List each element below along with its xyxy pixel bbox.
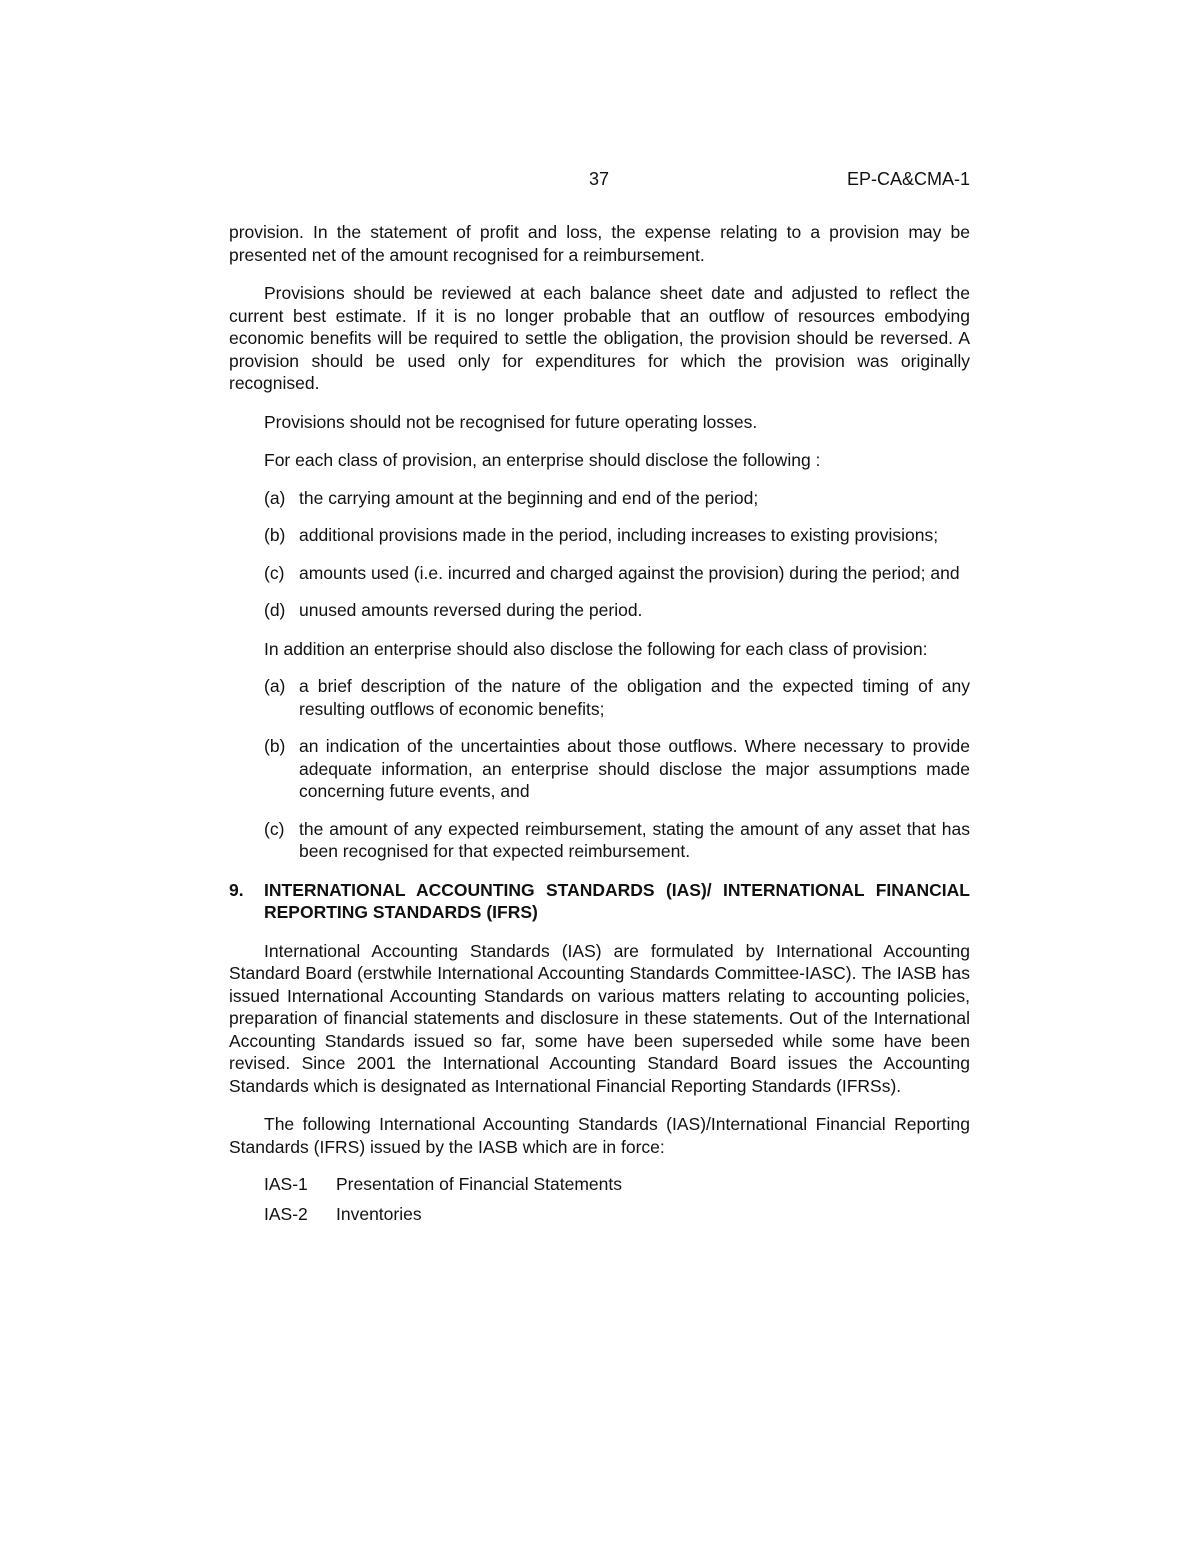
list-marker: (c) (264, 818, 285, 839)
paragraph-review: Provisions should be reviewed at each balance sheet date and adjusted to reflect the current best estimate. If it is no longer probable that an outflow of resources embodying economic benefits will be required to settle the obligation, the provision should be reversed. A provision should be used only for expenditures for which the provision was originally recognised. (229, 283, 970, 393)
series-code: EP-CA&CMA-1 (846, 169, 970, 189)
list-item-text: an indication of the uncertainties about those outflows. Where necessary to provide adequate information, an enterprise should disclose the major assumptions made concerning future events, and (299, 736, 970, 801)
standard-row (229, 1173, 970, 1196)
list-item (229, 562, 970, 585)
list-marker: (b) (264, 736, 286, 756)
paragraph-additional-intro: In addition an enterprise should also disclose the following for each class of provision: (264, 638, 928, 659)
standard-code: IAS-1 (264, 1174, 308, 1194)
list-marker: (c) (264, 562, 285, 583)
paragraph-future-losses: Provisions should not be recognised for future operating losses. (264, 411, 758, 432)
standards-list (229, 1173, 970, 1225)
list-item-text: amounts used (i.e. incurred and charged against the provision) during the period; and (299, 562, 960, 583)
section-heading (229, 879, 970, 924)
list-item (229, 675, 970, 720)
standard-code: IAS-2 (264, 1203, 308, 1224)
list-item-text: unused amounts reversed during the period. (299, 600, 643, 620)
list-item-text: the carrying amount at the beginning and end of the period; (299, 487, 759, 508)
list-item-text: a brief description of the nature of the obligation and the expected timing of any resulting outflows of economic benefits; (299, 676, 970, 719)
list-item (229, 818, 970, 863)
list-item-text: additional provisions made in the period, including increases to existing provisions; (299, 525, 939, 545)
document-page (229, 168, 970, 1232)
list-item (229, 524, 970, 547)
paragraph-standards-in-force: The following International Accounting Standards (IAS)/International Financial Reporting Standards (IFRS) issued by the IASB which are in force: (229, 1114, 970, 1157)
paragraph-ias-description: International Accounting Standards (IAS) are formulated by International Accounting Standard Board (erstwhile International Accounting Standards Committee-IASC). The IASB has issued International Accounting Standards on various matters relating to accounting policies, preparation of financial statements and disclosure in these statements. Out of the International Accounting Standards issued so far, some have been superseded while some have been revised. Since 2001 the International Accounting Standard Board issues the Accounting Standards which is designated as International Financial Reporting Standards (IFRSs). (229, 940, 970, 1096)
standard-row (229, 1203, 970, 1226)
list-item-text: the amount of any expected reimbursement, stating the amount of any asset that has been recognised for that expected reimbursement. (299, 818, 970, 861)
list-marker: (b) (264, 525, 286, 545)
list-marker: (a) (264, 676, 286, 696)
page-number: 37 (589, 169, 610, 189)
disclosure-list (229, 487, 970, 622)
paragraph-reimbursement: provision. In the statement of profit and loss, the expense relating to a provision may be presented net of the amount recognised for a reimbursement. (229, 222, 970, 265)
list-marker: (a) (264, 487, 286, 508)
list-marker: (d) (264, 600, 286, 620)
standard-title: Inventories (336, 1203, 422, 1224)
list-item (229, 735, 970, 803)
section-title: INTERNATIONAL ACCOUNTING STANDARDS (IAS)/ INTERNATIONAL FINANCIAL REPORTING STANDARDS (IFRS) (264, 879, 970, 922)
standard-title: Presentation of Financial Statements (336, 1174, 622, 1194)
section-number: 9. (229, 879, 244, 900)
list-item (229, 487, 970, 510)
additional-disclosure-list (229, 675, 970, 863)
paragraph-disclose-intro: For each class of provision, an enterprise should disclose the following : (264, 450, 821, 470)
list-item (229, 599, 970, 622)
page-header (229, 168, 970, 196)
